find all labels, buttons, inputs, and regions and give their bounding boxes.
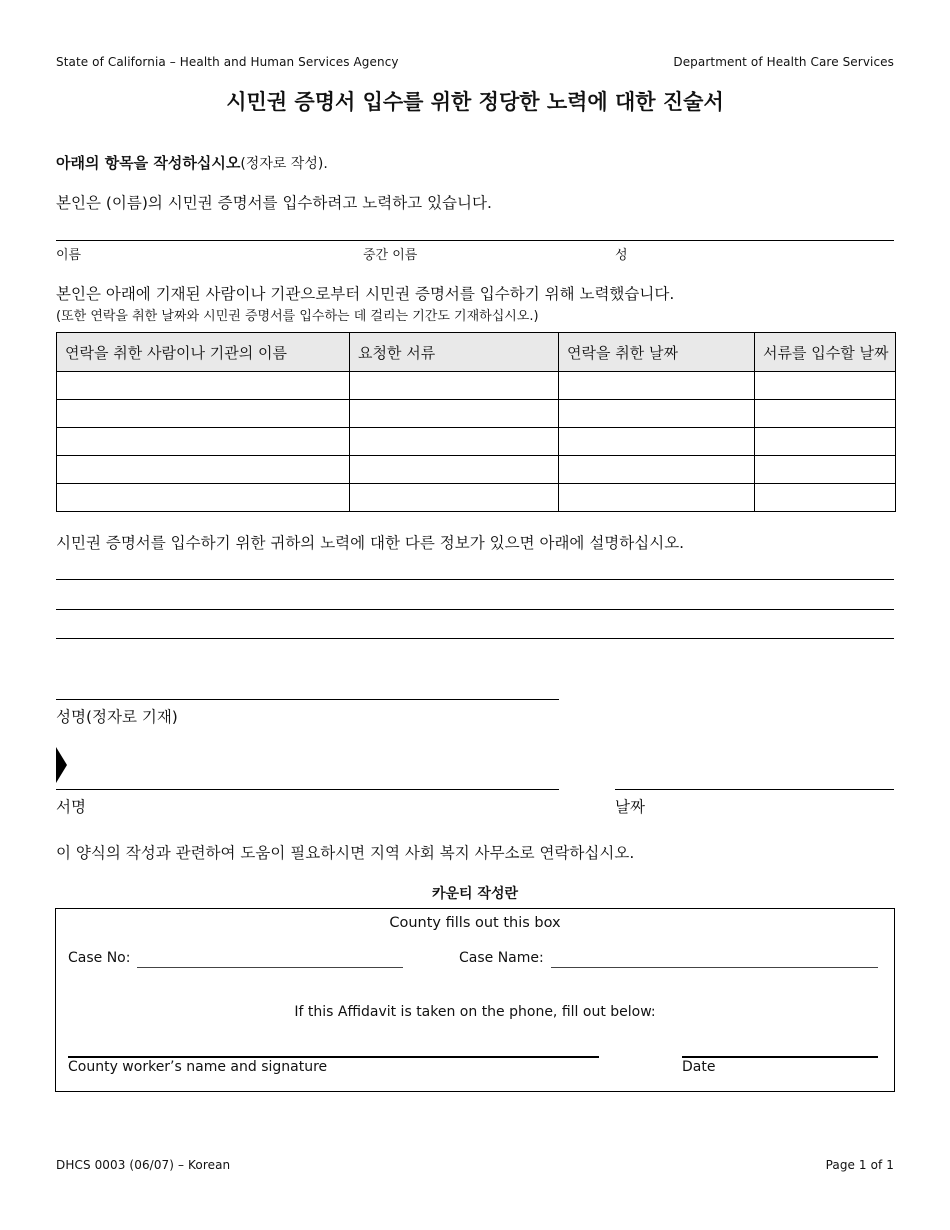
header-agency: State of California – Health and Human Services Agency [56,55,399,69]
contacts-table [56,332,896,512]
table-row [57,372,896,400]
last-name-label: 성 [615,248,628,263]
table-cell[interactable] [350,400,559,428]
table-cell[interactable] [559,372,755,400]
table-cell[interactable] [57,428,350,456]
table-cell[interactable] [755,428,896,456]
county-worker-signature-line[interactable] [68,1056,599,1058]
case-name-field[interactable] [551,967,878,968]
table-row [57,400,896,428]
county-date-line[interactable] [682,1056,878,1058]
instructions-bold: 아래의 항목을 작성하십시오 [56,154,241,172]
column-header-contact: 연락을 취한 사람이나 기관의 이름 [57,333,350,372]
signature-label: 서명 [56,798,86,816]
case-no-label: Case No: [68,950,131,966]
county-date-label: Date [682,1059,716,1075]
table-cell[interactable] [57,484,350,512]
table-header-row [57,333,896,372]
table-cell[interactable] [57,400,350,428]
page-number: Page 1 of 1 [825,1158,894,1172]
phone-note: If this Affidavit is taken on the phone, fill out below: [294,1004,656,1020]
date-label: 날짜 [615,798,645,816]
table-cell[interactable] [350,484,559,512]
table-cell[interactable] [559,428,755,456]
signature-line[interactable] [56,789,559,790]
column-header-receive-date: 서류를 입수할 날짜 [755,333,896,372]
other-info-line-1[interactable] [56,579,894,580]
statement-efforts-note: (또한 연락을 취한 날짜와 시민권 증명서를 입수하는 데 걸리는 기간도 기재하십시오.) [56,309,539,324]
case-name-label: Case Name: [459,950,544,966]
date-line[interactable] [615,789,894,790]
printed-name-line[interactable] [56,699,559,700]
table-cell[interactable] [755,484,896,512]
table-cell[interactable] [755,456,896,484]
table-cell[interactable] [755,372,896,400]
other-info-prompt: 시민권 증명서를 입수하기 위한 귀하의 노력에 대한 다른 정보가 있으면 아래에 설명하십시오. [56,534,685,552]
table-cell[interactable] [559,484,755,512]
case-no-field[interactable] [137,967,403,968]
county-worker-label: County worker’s name and signature [68,1059,328,1075]
table-cell[interactable] [350,456,559,484]
middle-name-label: 중간 이름 [363,248,418,263]
name-input-line[interactable] [56,240,894,241]
table-row [57,428,896,456]
table-cell[interactable] [350,428,559,456]
column-header-contact-date: 연락을 취한 날짜 [559,333,755,372]
header-department: Department of Health Care Services [673,55,894,69]
table-row [57,456,896,484]
county-section-title: 카운티 작성란 [431,886,519,902]
table-cell[interactable] [755,400,896,428]
table-cell[interactable] [559,456,755,484]
statement-name-intro: 본인은 (이름)의 시민권 증명서를 입수하려고 노력하고 있습니다. [56,194,492,212]
other-info-line-3[interactable] [56,638,894,639]
statement-efforts: 본인은 아래에 기재된 사람이나 기관으로부터 시민권 증명서를 입수하기 위해 노력했습니다. [56,285,675,303]
sign-here-arrow-icon [56,747,68,783]
help-text: 이 양식의 작성과 관련하여 도움이 필요하시면 지역 사회 복지 사무소로 연락하십시오. [56,844,635,862]
table-cell[interactable] [57,456,350,484]
county-box-heading: County fills out this box [389,915,561,931]
instructions [56,152,328,173]
table-cell[interactable] [57,372,350,400]
first-name-label: 이름 [56,248,82,263]
column-header-document: 요청한 서류 [350,333,559,372]
table-row [57,484,896,512]
instructions-normal: (정자로 작성). [240,156,328,172]
form-id: DHCS 0003 (06/07) – Korean [56,1158,231,1172]
table-cell[interactable] [559,400,755,428]
table-cell[interactable] [350,372,559,400]
printed-name-label: 성명(정자로 기재) [56,708,178,726]
county-box [55,908,895,1092]
other-info-line-2[interactable] [56,609,894,610]
page-title: 시민권 증명서 입수를 위한 정당한 노력에 대한 진술서 [226,90,724,114]
